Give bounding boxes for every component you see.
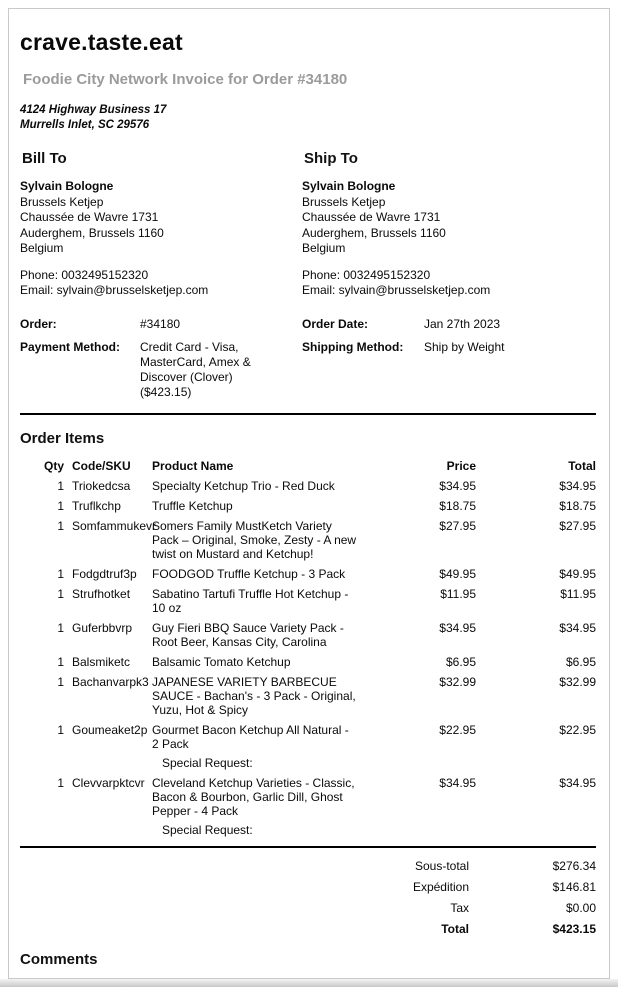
ship-to-contact <box>302 268 596 299</box>
invoice-page <box>8 8 610 979</box>
table-row <box>20 496 596 516</box>
item-sku: Clevvarpktcvr <box>72 775 145 790</box>
ship-to-company: Brussels Ketjep <box>302 194 386 209</box>
item-qty: 1 <box>57 586 64 601</box>
table-row <box>20 652 596 672</box>
item-sku: Somfammukevr <box>72 518 157 533</box>
comments-heading: Comments <box>20 950 98 968</box>
order-info-divider <box>20 413 596 415</box>
item-special-request-label: Special Request: <box>162 822 253 837</box>
item-total: $32.99 <box>559 674 596 689</box>
ship-to-section <box>302 150 596 299</box>
item-sku: Goumeaket2p <box>72 722 148 737</box>
order-date-value: Jan 27th 2023 <box>424 316 501 331</box>
item-qty: 1 <box>57 775 64 790</box>
item-total: $18.75 <box>559 498 596 513</box>
grand-total-label: Total <box>441 922 469 936</box>
item-price: $34.95 <box>439 620 476 635</box>
shipping-total-label: Expédition <box>412 880 469 894</box>
item-name: FOODGOD Truffle Ketchup - 3 Pack <box>152 566 346 581</box>
item-price: $32.99 <box>439 674 476 689</box>
grand-total-value: $423.15 <box>552 922 596 936</box>
item-qty: 1 <box>57 654 64 669</box>
item-price: $27.95 <box>439 518 476 533</box>
item-name: Truffle Ketchup <box>152 498 233 513</box>
shipping-total-row <box>20 877 596 898</box>
col-header-total: Total <box>568 458 596 473</box>
table-header-row <box>20 456 596 476</box>
item-qty: 1 <box>57 620 64 635</box>
store-address <box>20 103 596 133</box>
bill-to-name: Sylvain Bologne <box>20 179 114 193</box>
col-header-price: Price <box>446 458 476 473</box>
order-date-label: Order Date: <box>302 316 369 331</box>
item-price: $34.95 <box>439 478 476 493</box>
item-name-cell <box>152 720 358 773</box>
table-row <box>20 720 596 773</box>
subtotal-label: Sous-total <box>414 859 469 873</box>
order-items-heading: Order Items <box>20 429 105 447</box>
item-special-request-label: Special Request: <box>162 755 253 770</box>
col-header-qty: Qty <box>43 458 64 473</box>
tax-label: Tax <box>450 901 469 915</box>
tax-row <box>20 898 596 919</box>
store-address-line1: 4124 Highway Business 17 <box>20 104 167 116</box>
table-row <box>20 584 596 618</box>
item-price: $6.95 <box>445 654 476 669</box>
bill-to-section <box>20 150 302 299</box>
bill-to-company: Brussels Ketjep <box>20 194 104 209</box>
ship-to-phone: Phone: 0032495152320 <box>302 267 431 282</box>
shipping-method-label: Shipping Method: <box>302 339 404 354</box>
ship-to-country: Belgium <box>302 241 346 255</box>
ship-to-heading: Ship To <box>304 150 358 167</box>
item-name: Specialty Ketchup Trio - Red Duck <box>152 478 335 493</box>
invoice-subtitle: Foodie City Network Invoice for Order #34180 <box>23 71 348 88</box>
order-number-value: #34180 <box>140 316 181 331</box>
table-row <box>20 564 596 584</box>
item-price: $22.95 <box>439 722 476 737</box>
order-number-label: Order: <box>20 316 57 331</box>
grand-total-row <box>20 919 596 940</box>
bill-to-contact <box>20 268 302 299</box>
subtotal-value: $276.34 <box>552 859 596 873</box>
item-sku: Bachanvarpk3 <box>72 674 149 689</box>
subtotal-row <box>20 856 596 877</box>
totals-section <box>20 848 596 940</box>
item-sku: Guferbbvrp <box>72 620 133 635</box>
table-row <box>20 773 596 840</box>
item-sku: Triokedcsa <box>72 478 131 493</box>
item-name-cell <box>152 496 358 516</box>
item-name-cell <box>152 584 358 618</box>
col-header-sku: Code/SKU <box>72 458 131 473</box>
item-qty: 1 <box>57 498 64 513</box>
item-name: Cleveland Ketchup Varieties - Classic, Bacon & Bourbon, Garlic Dill, Ghost Pepper - 4 Pack <box>152 775 355 818</box>
item-total: $34.95 <box>559 478 596 493</box>
item-name-cell <box>152 652 358 672</box>
addresses-section <box>20 150 596 299</box>
item-total: $6.95 <box>565 654 596 669</box>
order-items-body <box>20 476 596 840</box>
order-items-table <box>20 456 596 840</box>
item-sku: Balsmiketc <box>72 654 131 669</box>
item-sku: Strufhotket <box>72 586 131 601</box>
order-info-section <box>20 317 596 400</box>
page-bottom-edge <box>0 979 618 987</box>
item-sku: Truflkchp <box>72 498 121 513</box>
shipping-total-value: $146.81 <box>552 880 596 894</box>
item-name: Guy Fieri BBQ Sauce Variety Pack - Root Beer, Kansas City, Carolina <box>152 620 344 649</box>
item-name-cell <box>152 618 358 652</box>
item-sku: Fodgdtruf3p <box>72 566 137 581</box>
item-name: Sabatino Tartufi Truffle Hot Ketchup - 10 oz <box>152 586 349 615</box>
table-row <box>20 516 596 564</box>
item-name-cell <box>152 672 358 720</box>
col-header-name: Product Name <box>152 458 234 473</box>
bill-to-address <box>20 179 302 257</box>
item-price: $11.95 <box>440 586 476 601</box>
payment-method-label: Payment Method: <box>20 339 121 354</box>
table-row <box>20 618 596 652</box>
item-name: Gourmet Bacon Ketchup All Natural - 2 Pack <box>152 722 349 751</box>
item-qty: 1 <box>57 674 64 689</box>
bill-to-street: Chaussée de Wavre 1731 <box>20 210 159 224</box>
ship-to-city: Auderghem, Brussels 1160 <box>302 225 446 240</box>
brand-title: crave.taste.eat <box>20 29 183 55</box>
item-qty: 1 <box>57 566 64 581</box>
store-address-line2: Murrells Inlet, SC 29576 <box>20 119 150 131</box>
item-total: $11.95 <box>560 586 596 601</box>
tax-value: $0.00 <box>565 901 596 915</box>
item-qty: 1 <box>57 722 64 737</box>
bill-to-heading: Bill To <box>22 150 67 167</box>
ship-to-email: Email: sylvain@brusselsketjep.com <box>302 283 491 297</box>
shipping-method-value: Ship by Weight <box>424 339 505 354</box>
item-total: $34.95 <box>559 775 596 790</box>
payment-method-value: Credit Card - Visa, MasterCard, Amex & Discover (Clover) ($423.15) <box>140 339 251 399</box>
item-name-cell <box>152 773 358 840</box>
item-name: Balsamic Tomato Ketchup <box>152 654 291 669</box>
item-name-cell <box>152 564 358 584</box>
item-total: $34.95 <box>559 620 596 635</box>
bill-to-phone: Phone: 0032495152320 <box>20 267 149 282</box>
item-name: JAPANESE VARIETY BARBECUE SAUCE - Bachan's - 3 Pack - Original, Yuzu, Hot & Spicy <box>152 674 356 717</box>
item-name-cell <box>152 516 358 564</box>
item-price: $34.95 <box>439 775 476 790</box>
item-total: $22.95 <box>559 722 596 737</box>
item-name: Somers Family MustKetch Variety Pack – Original, Smoke, Zesty - A new twist on Mustard and Ketchup! <box>152 518 357 561</box>
item-name-cell <box>152 476 358 496</box>
item-total: $27.95 <box>559 518 596 533</box>
item-price: $18.75 <box>439 498 476 513</box>
item-total: $49.95 <box>559 566 596 581</box>
ship-to-address <box>302 179 596 257</box>
bill-to-city: Auderghem, Brussels 1160 <box>20 225 164 240</box>
bill-to-country: Belgium <box>20 241 64 255</box>
bill-to-email: Email: sylvain@brusselsketjep.com <box>20 283 209 297</box>
table-row <box>20 672 596 720</box>
item-qty: 1 <box>57 478 64 493</box>
ship-to-street: Chaussée de Wavre 1731 <box>302 210 441 224</box>
item-qty: 1 <box>57 518 64 533</box>
ship-to-name: Sylvain Bologne <box>302 179 396 193</box>
table-row <box>20 476 596 496</box>
item-price: $49.95 <box>439 566 476 581</box>
